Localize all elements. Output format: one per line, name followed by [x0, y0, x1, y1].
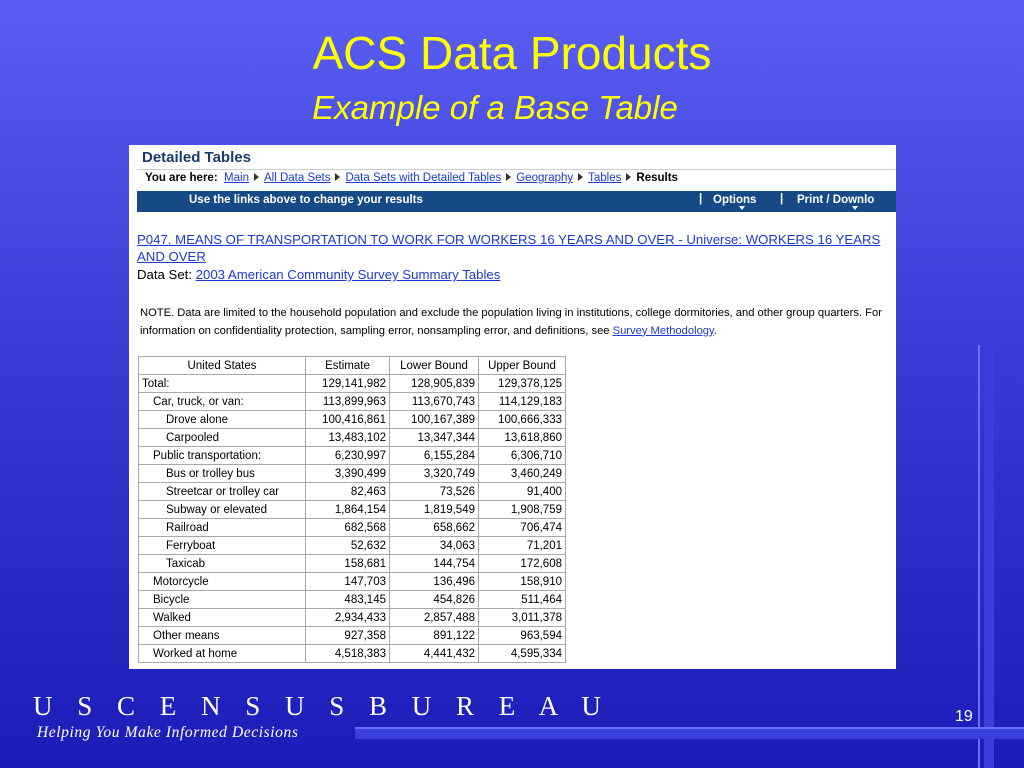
footer-tagline: Helping You Make Informed Decisions	[37, 724, 299, 741]
estimate-cell: 82,463	[306, 483, 390, 501]
row-label: Worked at home	[139, 645, 306, 663]
upper-bound-cell: 706,474	[479, 519, 566, 537]
upper-bound-cell: 6,306,710	[479, 447, 566, 465]
lower-bound-cell: 113,670,743	[390, 393, 479, 411]
caret-down-icon	[739, 206, 745, 210]
row-label: Other means	[139, 627, 306, 645]
page-number: 19	[955, 708, 973, 725]
page-heading: Detailed Tables	[142, 149, 251, 166]
lower-bound-cell: 658,662	[390, 519, 479, 537]
toolbar-separator: |	[780, 193, 784, 205]
upper-bound-cell: 511,464	[479, 591, 566, 609]
estimate-cell: 483,145	[306, 591, 390, 609]
upper-bound-cell: 963,594	[479, 627, 566, 645]
row-label: Drove alone	[139, 411, 306, 429]
lower-bound-cell: 136,496	[390, 573, 479, 591]
lower-bound-cell: 891,122	[390, 627, 479, 645]
table-row	[139, 465, 566, 483]
estimate-cell: 682,568	[306, 519, 390, 537]
breadcrumb-geography[interactable]: Geography	[516, 172, 574, 184]
table-row	[139, 483, 566, 501]
lower-bound-cell: 3,320,749	[390, 465, 479, 483]
data-table	[138, 356, 566, 663]
table-row	[139, 591, 566, 609]
lower-bound-cell: 1,819,549	[390, 501, 479, 519]
upper-bound-cell: 91,400	[479, 483, 566, 501]
decorative-bar	[355, 729, 1024, 739]
toolbar-separator: |	[699, 193, 703, 205]
column-header: Estimate	[306, 357, 390, 375]
table-row	[139, 573, 566, 591]
arrow-right-icon	[626, 173, 631, 181]
column-header: United States	[139, 357, 306, 375]
table-row	[139, 393, 566, 411]
table-row	[139, 447, 566, 465]
upper-bound-cell: 71,201	[479, 537, 566, 555]
dataset-label: Data Set:	[137, 267, 192, 282]
estimate-cell: 2,934,433	[306, 609, 390, 627]
estimate-cell: 927,358	[306, 627, 390, 645]
row-label: Taxicab	[139, 555, 306, 573]
arrow-right-icon	[254, 173, 259, 181]
estimate-cell: 3,390,499	[306, 465, 390, 483]
upper-bound-cell: 100,666,333	[479, 411, 566, 429]
table-row	[139, 501, 566, 519]
factfinder-screenshot	[129, 145, 896, 669]
toolbar-message: Use the links above to change your results	[189, 194, 423, 206]
lower-bound-cell: 100,167,389	[390, 411, 479, 429]
lower-bound-cell: 34,063	[390, 537, 479, 555]
decorative-bar	[984, 345, 994, 768]
lower-bound-cell: 13,347,344	[390, 429, 479, 447]
table-row	[139, 609, 566, 627]
breadcrumb-tables[interactable]: Tables	[588, 172, 622, 184]
breadcrumb-main[interactable]: Main	[224, 172, 249, 184]
estimate-cell: 1,864,154	[306, 501, 390, 519]
row-label: Streetcar or trolley car	[139, 483, 306, 501]
upper-bound-cell: 13,618,860	[479, 429, 566, 447]
arrow-right-icon	[506, 173, 511, 181]
column-header: Lower Bound	[390, 357, 479, 375]
lower-bound-cell: 73,526	[390, 483, 479, 501]
lower-bound-cell: 6,155,284	[390, 447, 479, 465]
estimate-cell: 113,899,963	[306, 393, 390, 411]
row-label: Subway or elevated	[139, 501, 306, 519]
table-row	[139, 519, 566, 537]
table-row	[139, 411, 566, 429]
decorative-line	[978, 345, 980, 768]
print-download-button[interactable]: Print / Downlo	[797, 194, 875, 206]
lower-bound-cell: 4,441,432	[390, 645, 479, 663]
table-row	[139, 429, 566, 447]
lower-bound-cell: 144,754	[390, 555, 479, 573]
arrow-right-icon	[578, 173, 583, 181]
upper-bound-cell: 1,908,759	[479, 501, 566, 519]
table-row	[139, 627, 566, 645]
survey-methodology-link[interactable]: Survey Methodology	[612, 324, 714, 337]
breadcrumb-prefix: You are here:	[145, 172, 218, 184]
breadcrumb	[145, 172, 678, 184]
options-button[interactable]: Options	[713, 194, 757, 206]
estimate-cell: 13,483,102	[306, 429, 390, 447]
toolbar	[137, 191, 896, 212]
row-label: Motorcycle	[139, 573, 306, 591]
caret-down-icon	[852, 206, 858, 210]
table-row	[139, 645, 566, 663]
row-label: Ferryboat	[139, 537, 306, 555]
estimate-cell: 129,141,982	[306, 375, 390, 393]
lower-bound-cell: 128,905,839	[390, 375, 479, 393]
note-end: .	[713, 324, 717, 337]
upper-bound-cell: 129,378,125	[479, 375, 566, 393]
row-label: Car, truck, or van:	[139, 393, 306, 411]
table-row	[139, 555, 566, 573]
breadcrumb-detailed-tables[interactable]: Data Sets with Detailed Tables	[345, 172, 502, 184]
breadcrumb-all-data-sets[interactable]: All Data Sets	[263, 172, 331, 184]
row-label: Railroad	[139, 519, 306, 537]
upper-bound-cell: 172,608	[479, 555, 566, 573]
row-label: Bicycle	[139, 591, 306, 609]
column-header: Upper Bound	[479, 357, 566, 375]
table-row	[139, 537, 566, 555]
upper-bound-cell: 4,595,334	[479, 645, 566, 663]
row-label: Walked	[139, 609, 306, 627]
estimate-cell: 158,681	[306, 555, 390, 573]
divider	[137, 169, 896, 170]
row-label: Total:	[139, 375, 306, 393]
dataset-line	[137, 267, 500, 282]
estimate-cell: 6,230,997	[306, 447, 390, 465]
estimate-cell: 147,703	[306, 573, 390, 591]
estimate-cell: 100,416,861	[306, 411, 390, 429]
dataset-link[interactable]: 2003 American Community Survey Summary Tables	[195, 267, 501, 282]
note-text: NOTE. Data are limited to the household population and exclude the population living in institutions, college dormitories, and other group quarters. For information on confidentiality protection, sampling error, nonsampling error, and definitions, see	[140, 307, 882, 337]
lower-bound-cell: 2,857,488	[390, 609, 479, 627]
note	[140, 305, 896, 340]
upper-bound-cell: 114,129,183	[479, 393, 566, 411]
slide-subtitle: Example of a Base Table	[312, 89, 678, 126]
breadcrumb-current: Results	[636, 172, 678, 184]
row-label: Bus or trolley bus	[139, 465, 306, 483]
table-title-link[interactable]: P047. MEANS OF TRANSPORTATION TO WORK FOR WORKERS 16 YEARS AND OVER - Universe: WORKERS 16 YEARS AND OVER	[137, 232, 881, 264]
upper-bound-cell: 3,011,378	[479, 609, 566, 627]
upper-bound-cell: 3,460,249	[479, 465, 566, 483]
table-header-row	[139, 357, 566, 375]
row-label: Public transportation:	[139, 447, 306, 465]
census-bureau-logo: U S C E N S U S B U R E A U	[33, 691, 610, 721]
upper-bound-cell: 158,910	[479, 573, 566, 591]
row-label: Carpooled	[139, 429, 306, 447]
slide-title: ACS Data Products	[312, 27, 712, 79]
estimate-cell: 52,632	[306, 537, 390, 555]
arrow-right-icon	[335, 173, 340, 181]
estimate-cell: 4,518,383	[306, 645, 390, 663]
lower-bound-cell: 454,826	[390, 591, 479, 609]
table-row	[139, 375, 566, 393]
